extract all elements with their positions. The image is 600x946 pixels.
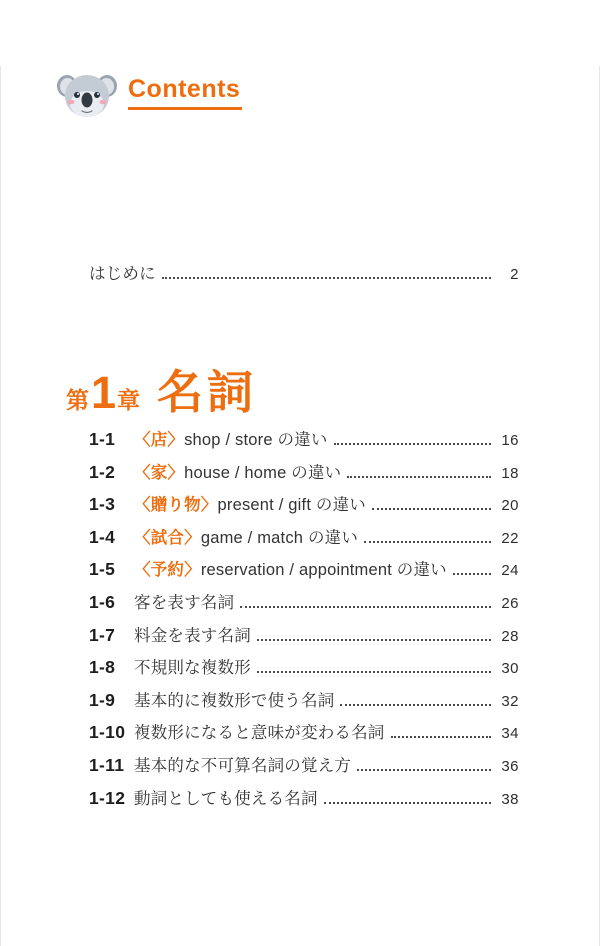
toc-item-number: 1-10	[89, 722, 126, 743]
intro-label: はじめに	[89, 265, 156, 283]
toc-item-page: 38	[501, 790, 519, 808]
toc-item-page: 22	[501, 529, 519, 547]
dotted-leader	[453, 573, 491, 575]
page-title: Contents	[128, 76, 242, 110]
toc-item-tag: 〈試合〉	[134, 528, 201, 547]
toc-item-tag: 〈贈り物〉	[134, 496, 218, 515]
toc-row	[89, 459, 519, 492]
dotted-leader	[357, 769, 491, 771]
toc-row	[89, 556, 519, 589]
toc-item-page: 28	[501, 627, 519, 645]
toc-row	[89, 785, 519, 818]
toc-item-title: game / match の違い	[200, 528, 359, 547]
contents-header	[56, 66, 599, 120]
dotted-leader	[162, 277, 491, 279]
dotted-leader	[364, 541, 491, 543]
toc-row	[89, 426, 519, 459]
dotted-leader	[240, 606, 491, 608]
dotted-leader	[340, 704, 491, 706]
toc-row	[89, 654, 519, 687]
toc-item-page: 24	[501, 562, 519, 580]
toc-row	[89, 752, 519, 785]
toc-item-title: present / gift の違い	[217, 496, 366, 515]
chapter-title: 名詞	[157, 366, 258, 418]
toc-row	[89, 719, 519, 752]
toc-item-tag: 〈家〉	[134, 463, 185, 482]
toc-item-page: 20	[501, 497, 519, 515]
dotted-leader	[324, 802, 491, 804]
chapter-heading	[66, 356, 519, 418]
toc-item-tag: 〈店〉	[134, 431, 185, 449]
toc-item-tag: 〈予約〉	[134, 561, 201, 580]
toc-item-number: 1-5	[89, 559, 116, 580]
toc-row	[89, 524, 519, 557]
toc-item-title: 不規則な複数形	[134, 659, 251, 678]
toc-item-page: 36	[501, 757, 519, 775]
toc-item-number: 1-12	[89, 787, 126, 808]
chapter-prefix: 第	[66, 387, 90, 413]
toc-item-title: 基本的な不可算名詞の覚え方	[134, 756, 352, 775]
toc-item-number: 1-6	[89, 591, 116, 612]
toc-item-number: 1-4	[89, 526, 116, 547]
toc-item-page: 18	[501, 464, 519, 482]
toc-list	[89, 426, 519, 817]
toc-item-page: 26	[501, 594, 519, 612]
toc-item-number: 1-8	[89, 657, 116, 678]
koala-icon	[56, 67, 118, 119]
toc-item-page: 16	[501, 432, 519, 449]
toc-item-number: 1-2	[89, 461, 116, 482]
toc-item-number: 1-9	[89, 689, 116, 710]
toc-item-title: 基本的に複数形で使う名詞	[134, 691, 335, 710]
toc-item-title: 動詞としても使える名詞	[134, 789, 318, 808]
chapter-number: 1	[91, 367, 117, 418]
toc-item-page: 30	[501, 660, 519, 678]
toc-content	[1, 260, 599, 817]
toc-row	[89, 491, 519, 524]
toc-item-page: 32	[501, 692, 519, 710]
toc-item-number: 1-11	[89, 754, 125, 775]
toc-item-title: house / home の違い	[184, 463, 342, 482]
toc-item-title: reservation / appointment の違い	[200, 561, 447, 580]
toc-item-page: 34	[501, 725, 519, 743]
toc-page	[1, 66, 599, 946]
dotted-leader	[372, 508, 491, 510]
dotted-leader	[257, 671, 491, 673]
toc-item-number: 1-3	[89, 494, 116, 515]
toc-item-title: shop / store の違い	[184, 431, 328, 449]
toc-row	[89, 687, 519, 720]
dotted-leader	[347, 476, 491, 478]
toc-item-number: 1-7	[89, 624, 116, 645]
intro-page-number: 2	[510, 266, 519, 283]
toc-item-title: 料金を表す名詞	[134, 626, 251, 645]
dotted-leader	[334, 443, 491, 445]
toc-row-intro	[89, 260, 519, 286]
toc-row	[89, 622, 519, 655]
dotted-leader	[257, 639, 491, 641]
toc-item-number: 1-1	[89, 429, 116, 449]
chapter-suffix: 章	[117, 387, 142, 413]
dotted-leader	[391, 736, 492, 738]
toc-row	[89, 589, 519, 622]
toc-item-title: 複数形になると意味が変わる名詞	[134, 724, 385, 743]
toc-item-title: 客を表す名詞	[134, 593, 235, 612]
